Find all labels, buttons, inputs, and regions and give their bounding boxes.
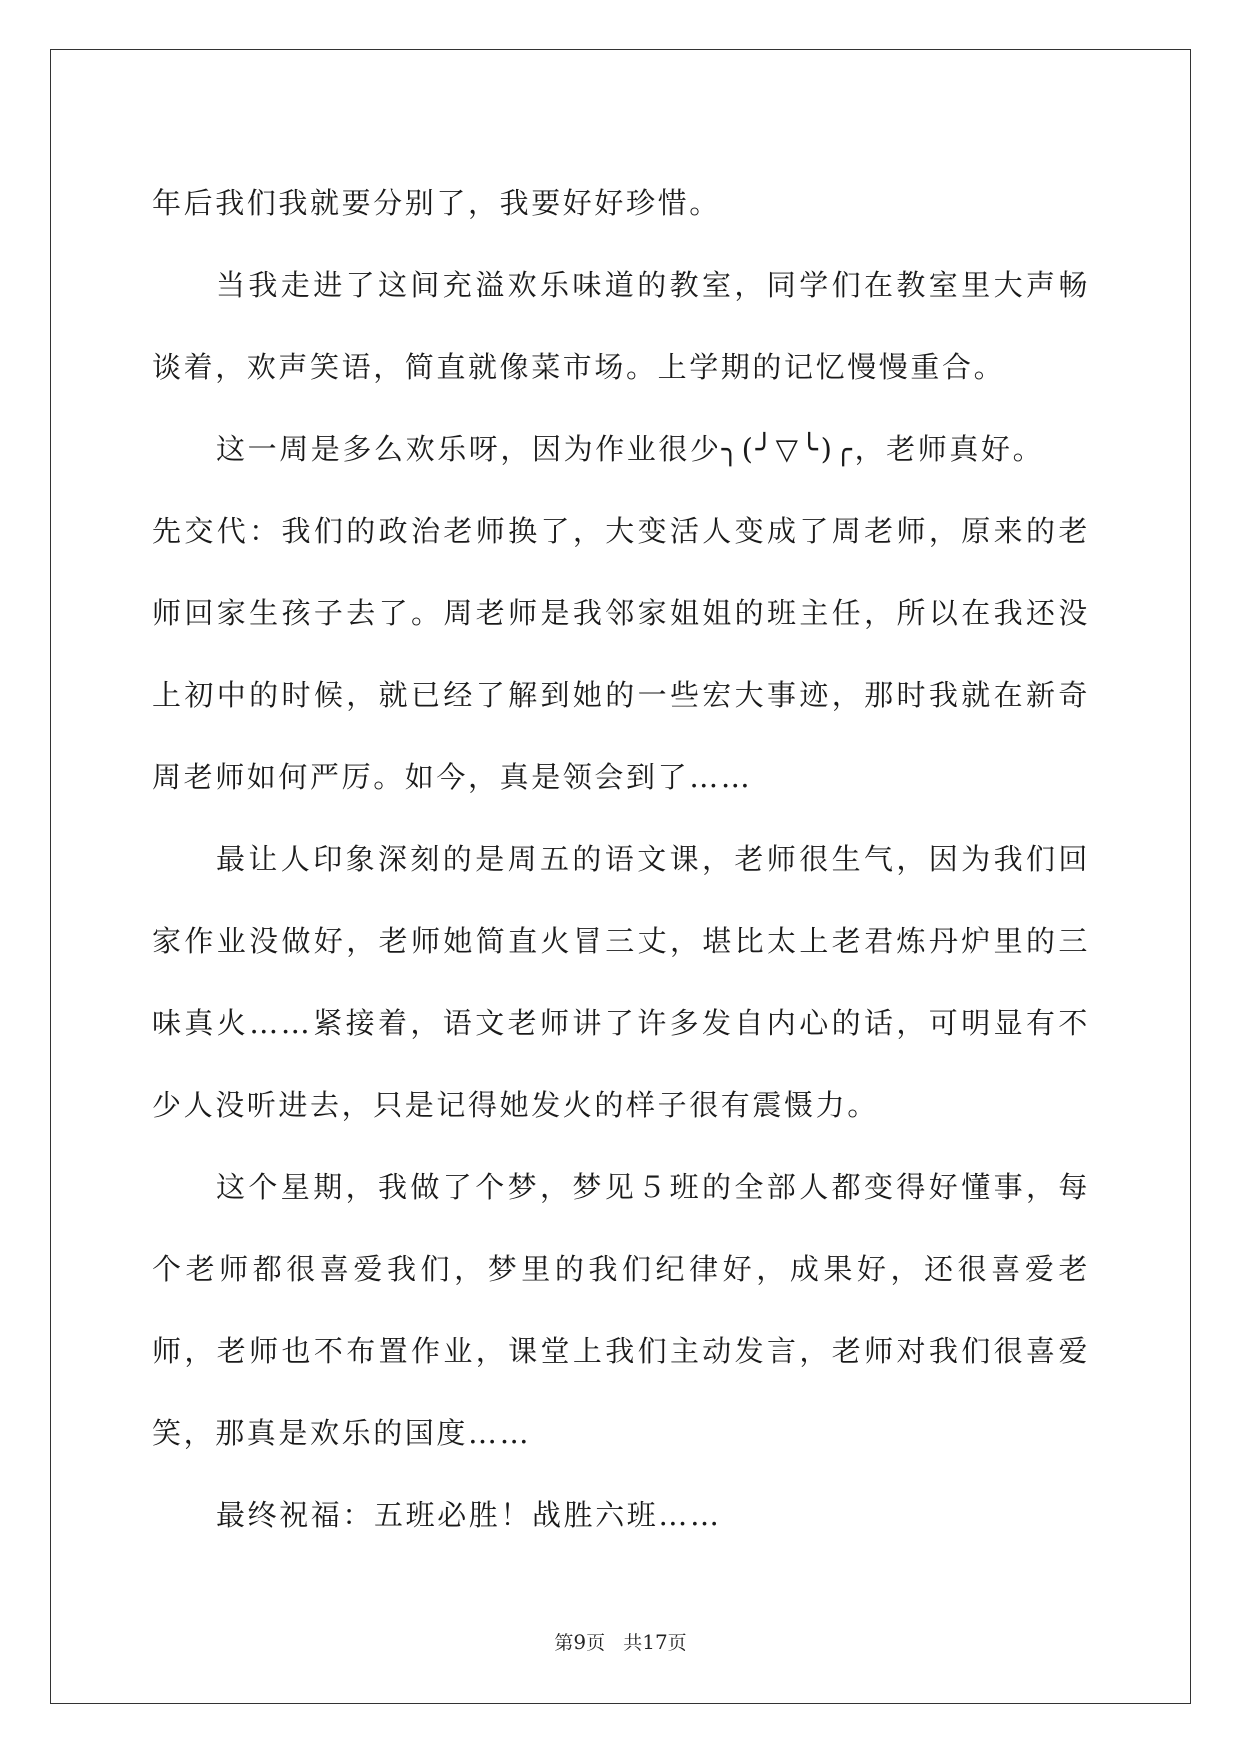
paragraph-5: 最让人印象深刻的是周五的语文课，老师很生气，因为我们回家作业没做好，老师她简直火冒三丈，堪比太上老君炼丹炉里的三味真火……紧接着，语文老师讲了许多发自内心的话，可明显有不少人没听进去，只是记得她发火的样子很有震慑力。 bbox=[152, 842, 1090, 1122]
paragraph-2: 当我走进了这间充溢欢乐味道的教室，同学们在教室里大声畅谈着，欢声笑语，简直就像菜市场。上学期的记忆慢慢重合。 bbox=[152, 268, 1090, 384]
page-suffix: 页 bbox=[586, 1632, 606, 1654]
paragraph-3: 这一周是多么欢乐呀，因为作业很少╮(╯▽╰)╭，老师真好。 bbox=[216, 432, 1045, 466]
paragraph-4: 先交代：我们的政治老师换了，大变活人变成了周老师，原来的老师回家生孩子去了。周老师是我邻家姐姐的班主任，所以在我还没上初中的时候，就已经了解到她的一些宏大事迹，那时我就在新奇周老师如何严厉。如今，真是领会到了…… bbox=[152, 514, 1090, 794]
paragraph-6: 这个星期，我做了个梦，梦见５班的全部人都变得好懂事，每个老师都很喜爱我们，梦里的我们纪律好，成果好，还很喜爱老师，老师也不布置作业，课堂上我们主动发言，老师对我们很喜爱笑，那真是欢乐的国度…… bbox=[152, 1170, 1090, 1450]
total-prefix: 共 bbox=[623, 1632, 643, 1654]
document-body bbox=[152, 162, 1090, 1556]
total-pages: 17 bbox=[642, 1630, 668, 1654]
page-footer bbox=[0, 1630, 1241, 1655]
paragraph-1: 年后我们我就要分别了，我要好好珍惜。 bbox=[152, 186, 721, 220]
paragraph-7: 最终祝福：五班必胜！战胜六班…… bbox=[216, 1498, 722, 1532]
page-number: 9 bbox=[573, 1630, 587, 1654]
total-suffix: 页 bbox=[667, 1632, 687, 1654]
page-prefix: 第 bbox=[554, 1632, 574, 1654]
